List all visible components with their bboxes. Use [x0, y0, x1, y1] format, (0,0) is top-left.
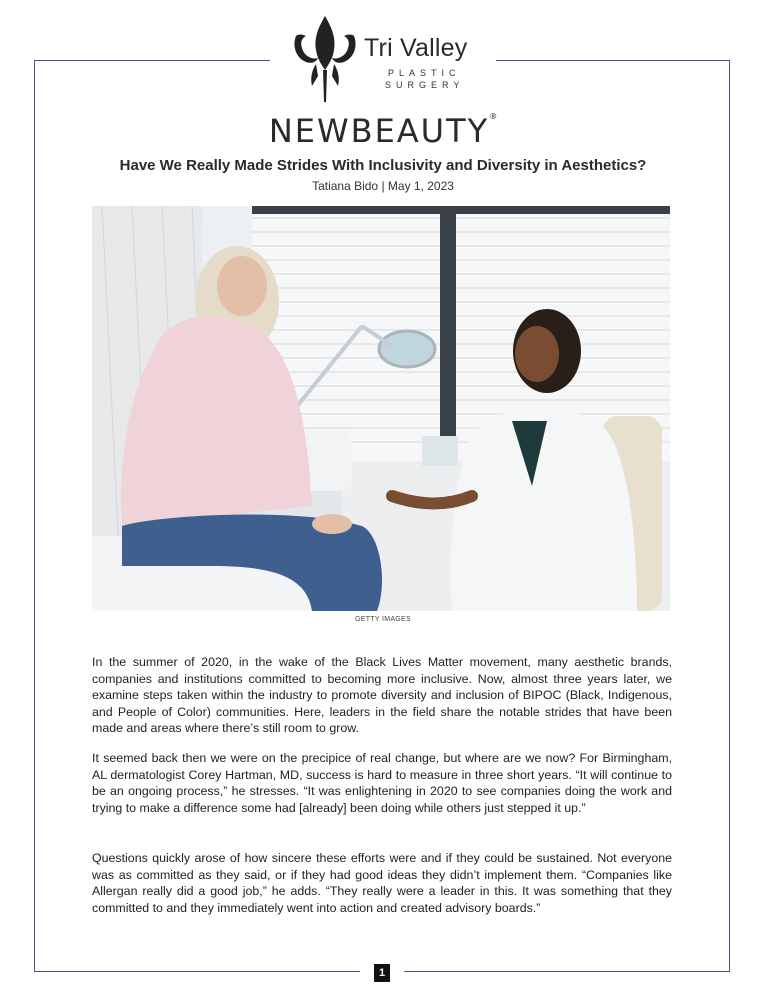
article-paragraph-3: Questions quickly arose of how sincere these efforts were and if they could be sustained. Not everyone was as committed as they said, or if they had good ideas they didn’t implement them. “Companies like Allergan really did a good job,” he adds. “They really were a leader in this. It was something that they committed to and they immediately went into action and created advisory boards.” [92, 851, 672, 915]
photo-caption: GETTY IMAGES [355, 616, 411, 623]
tri-valley-logo [290, 14, 480, 106]
consultation-photo-illustration [92, 206, 670, 611]
brand-name: Tri Valley [364, 34, 468, 62]
article-headline: Have We Really Made Strides With Inclusivity and Diversity in Aesthetics? [119, 157, 647, 174]
registered-mark: ® [489, 112, 498, 121]
article-photo [92, 206, 670, 611]
page-number: 1 [374, 964, 390, 982]
article-paragraph-1: In the summer of 2020, in the wake of the Black Lives Matter movement, many aesthetic brands, companies and institutions committed to becoming more inclusive. Now, almost three years later, we examine steps taken within the industry to promote diversity and inclusion of BIPOC (Black, Indigenous, and People of Color) communities. Here, leaders in the field share the notable strides that have been made and areas where there’s still room to grow. [92, 655, 672, 736]
article-byline: Tatiana Bido | May 1, 2023 [312, 179, 454, 193]
masthead-title: NEWBEAUTY [268, 112, 490, 150]
publication-masthead [0, 112, 766, 150]
fleur-de-lis-icon [290, 14, 360, 104]
brand-sub-surgery: SURGERY [385, 80, 465, 90]
article-paragraph-2: It seemed back then we were on the precipice of real change, but where are we now? For Birmingham, AL dermatologist Corey Hartman, MD, success is hard to measure in three short years. “It will continue to be an ongoing process,” he stresses. “It was enlightening in 2020 to see companies doing the work and trying to make a difference some had [already] been doing while others just stepped it up.” [92, 751, 672, 815]
brand-sub-plastic: PLASTIC [388, 68, 461, 78]
